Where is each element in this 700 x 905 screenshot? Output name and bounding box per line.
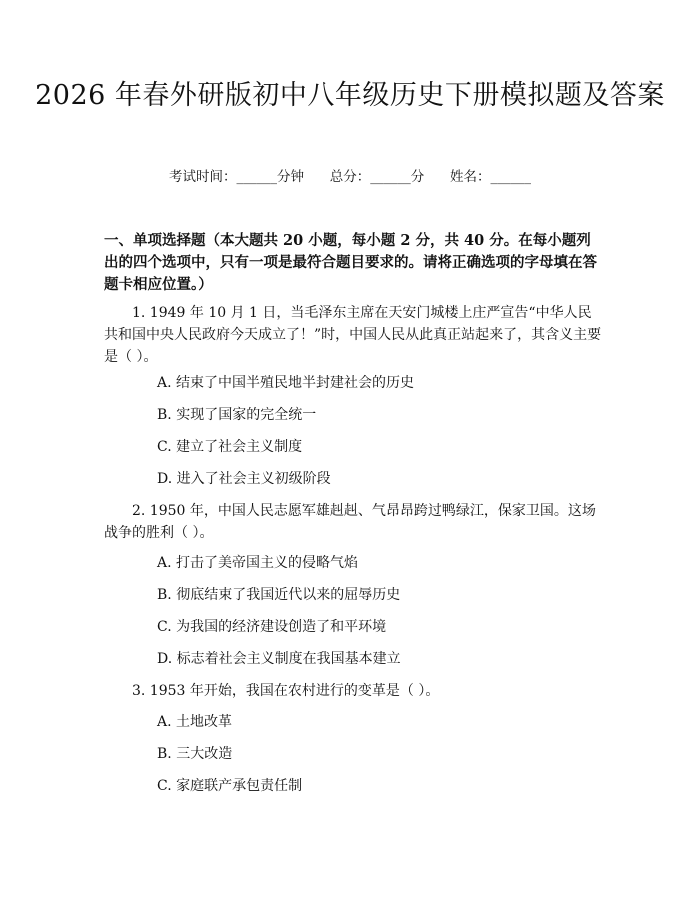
question-1-option-b: B. 实现了国家的完全统一 xyxy=(157,407,317,423)
question-2-option-a: A. 打击了美帝国主义的侵略气焰 xyxy=(157,555,359,571)
question-3-option-c: C. 家庭联产承包责任制 xyxy=(157,778,303,794)
question-2-option-b: B. 彻底结束了我国近代以来的屈辱历史 xyxy=(157,587,401,603)
question-1-option-a: A. 结束了中国半殖民地半封建社会的历史 xyxy=(157,375,415,391)
exam-meta-line: 考试时间：______分钟 总分：______分 姓名：______ xyxy=(169,169,531,185)
question-2-option-c: C. 为我国的经济建设创造了和平环境 xyxy=(157,619,387,635)
question-2-stem: 2. 1950 年，中国人民志愿军雄赳赳、气昂昂跨过鸭绿江，保家卫国。这场战争的胜利（ ）。 xyxy=(104,503,596,541)
section-heading: 一、单项选择题（本大题共 20 小题，每小题 2 分，共 40 分。在每小题列出的四个选项中，只有一项是最符合题目要求的。请将正确选项的字母填在答题卡相应位置。） xyxy=(104,232,597,293)
question-1-stem: 1. 1949 年 10 月 1 日，当毛泽东主席在天安门城楼上庄严宣告“中华人民共和国中央人民政府今天成立了！”时，中国人民从此真正站起来了，其含义主要是（ ）。 xyxy=(104,305,602,365)
page-title: 2026 年春外研版初中八年级历史下册模拟题及答案 xyxy=(35,80,665,111)
question-1-option-c: C. 建立了社会主义制度 xyxy=(157,439,303,455)
question-3-stem: 3. 1953 年开始，我国在农村进行的变革是（ ）。 xyxy=(132,683,440,699)
question-3-option-b: B. 三大改造 xyxy=(157,746,233,762)
question-2-option-d: D. 标志着社会主义制度在我国基本建立 xyxy=(157,651,401,667)
question-3-option-a: A. 土地改革 xyxy=(157,714,233,730)
question-1-option-d: D. 进入了社会主义初级阶段 xyxy=(157,471,331,487)
